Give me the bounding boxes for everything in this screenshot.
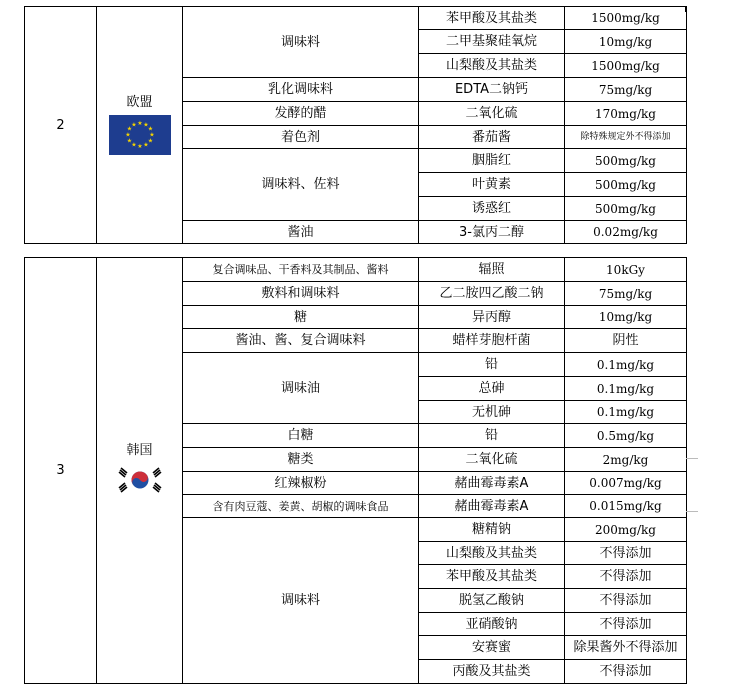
- country-cell: [97, 258, 183, 684]
- additive: 苯甲酸及其盐类: [419, 565, 565, 589]
- limit-value: 不得添加: [565, 589, 687, 613]
- limit-value: 0.1mg/kg: [565, 353, 687, 377]
- row-number: 3: [25, 258, 97, 684]
- svg-text:★: ★: [142, 121, 149, 128]
- country-name: 欧盟: [126, 94, 153, 110]
- korea-standards-table: [24, 257, 687, 684]
- additive: 糖精钠: [419, 518, 565, 542]
- additive: 3-氯丙二醇: [419, 221, 565, 244]
- additive: EDTA二钠钙: [419, 78, 565, 102]
- additive: 脱氢乙酸钠: [419, 589, 565, 613]
- limit-value: 10mg/kg: [565, 30, 687, 54]
- limit-value: 500mg/kg: [565, 149, 687, 173]
- limit-value: 0.1mg/kg: [565, 377, 687, 401]
- svg-text:★: ★: [147, 137, 153, 144]
- table-row: [25, 7, 687, 30]
- limit-value: 0.1mg/kg: [565, 401, 687, 424]
- food-category: 着色剂: [183, 126, 419, 149]
- svg-text:★: ★: [130, 141, 137, 148]
- food-category: 调味料、佐料: [183, 149, 419, 221]
- limit-value: 200mg/kg: [565, 518, 687, 542]
- additive: 安赛蜜: [419, 636, 565, 660]
- svg-text:★: ★: [147, 125, 153, 132]
- limit-value: 除特殊规定外不得添加: [565, 126, 687, 149]
- food-category: 糖类: [183, 448, 419, 472]
- additive: 二甲基聚硅氧烷: [419, 30, 565, 54]
- food-category: 发酵的醋: [183, 102, 419, 126]
- limit-value: 10kGy: [565, 258, 687, 282]
- additive: 二氧化硫: [419, 448, 565, 472]
- additive: 辐照: [419, 258, 565, 282]
- food-category: 酱油: [183, 221, 419, 244]
- limit-value: 75mg/kg: [565, 78, 687, 102]
- limit-value: 不得添加: [565, 613, 687, 636]
- additive: 山梨酸及其盐类: [419, 54, 565, 78]
- food-category: 乳化调味料: [183, 78, 419, 102]
- limit-value: 0.007mg/kg: [565, 472, 687, 495]
- limit-value: 500mg/kg: [565, 197, 687, 221]
- svg-text:★: ★: [142, 141, 149, 148]
- food-category: 含有肉豆蔻、姜黄、胡椒的调味食品: [183, 495, 419, 518]
- limit-value: 不得添加: [565, 660, 687, 684]
- limit-value: 1500mg/kg: [565, 54, 687, 78]
- food-category: 酱油、酱、复合调味料: [183, 329, 419, 353]
- food-category: 调味料: [183, 7, 419, 78]
- additive: 铅: [419, 424, 565, 448]
- limit-value: 0.02mg/kg: [565, 221, 687, 244]
- additive: 山梨酸及其盐类: [419, 542, 565, 565]
- svg-text:★: ★: [124, 131, 131, 138]
- additive: 蜡样芽胞杆菌: [419, 329, 565, 353]
- svg-text:★: ★: [126, 125, 132, 132]
- limit-value: 1500mg/kg: [565, 7, 687, 30]
- additive: 无机砷: [419, 401, 565, 424]
- additive: 丙酸及其盐类: [419, 660, 565, 684]
- country-cell: [97, 7, 183, 244]
- svg-text:★: ★: [136, 142, 143, 150]
- additive: 二氧化硫: [419, 102, 565, 126]
- food-category: 复合调味品、干香料及其制品、酱料: [183, 258, 419, 282]
- country-name: 韩国: [126, 443, 153, 458]
- limit-value: 不得添加: [565, 542, 687, 565]
- svg-text:★: ★: [148, 131, 155, 138]
- svg-text:★: ★: [126, 137, 132, 144]
- table-row: [25, 258, 687, 282]
- food-category: 红辣椒粉: [183, 472, 419, 495]
- limit-value: 阴性: [565, 329, 687, 353]
- limit-value: 75mg/kg: [565, 282, 687, 306]
- limit-value: 不得添加: [565, 565, 687, 589]
- row-number: 2: [25, 7, 97, 244]
- additive: 赭曲霉毒素A: [419, 472, 565, 495]
- additive: 番茄酱: [419, 126, 565, 149]
- additive: 异丙醇: [419, 306, 565, 329]
- limit-value: 0.015mg/kg: [565, 495, 687, 518]
- eu-flag-icon: [109, 115, 171, 155]
- limit-value: 0.5mg/kg: [565, 424, 687, 448]
- additive: 苯甲酸及其盐类: [419, 7, 565, 30]
- limit-value: 除果酱外不得添加: [565, 636, 687, 660]
- limit-value: 10mg/kg: [565, 306, 687, 329]
- additive: 总砷: [419, 377, 565, 401]
- limit-value: 170mg/kg: [565, 102, 687, 126]
- food-category: 糖: [183, 306, 419, 329]
- svg-text:★: ★: [130, 121, 137, 128]
- food-category: 白糖: [183, 424, 419, 448]
- additive: 亚硝酸钠: [419, 613, 565, 636]
- additive: 胭脂红: [419, 149, 565, 173]
- food-category: 敷料和调味料: [183, 282, 419, 306]
- korea-flag-icon: [115, 463, 165, 497]
- food-category: 调味油: [183, 353, 419, 424]
- margin-marker: [686, 458, 698, 512]
- svg-text:★: ★: [136, 119, 143, 127]
- additive: 赭曲霉毒素A: [419, 495, 565, 518]
- additive: 铅: [419, 353, 565, 377]
- additive: 诱惑红: [419, 197, 565, 221]
- additive: 叶黄素: [419, 173, 565, 197]
- eu-standards-table: [24, 6, 687, 244]
- food-category: 调味料: [183, 518, 419, 684]
- limit-value: 2mg/kg: [565, 448, 687, 472]
- limit-value: 500mg/kg: [565, 173, 687, 197]
- additive: 乙二胺四乙酸二钠: [419, 282, 565, 306]
